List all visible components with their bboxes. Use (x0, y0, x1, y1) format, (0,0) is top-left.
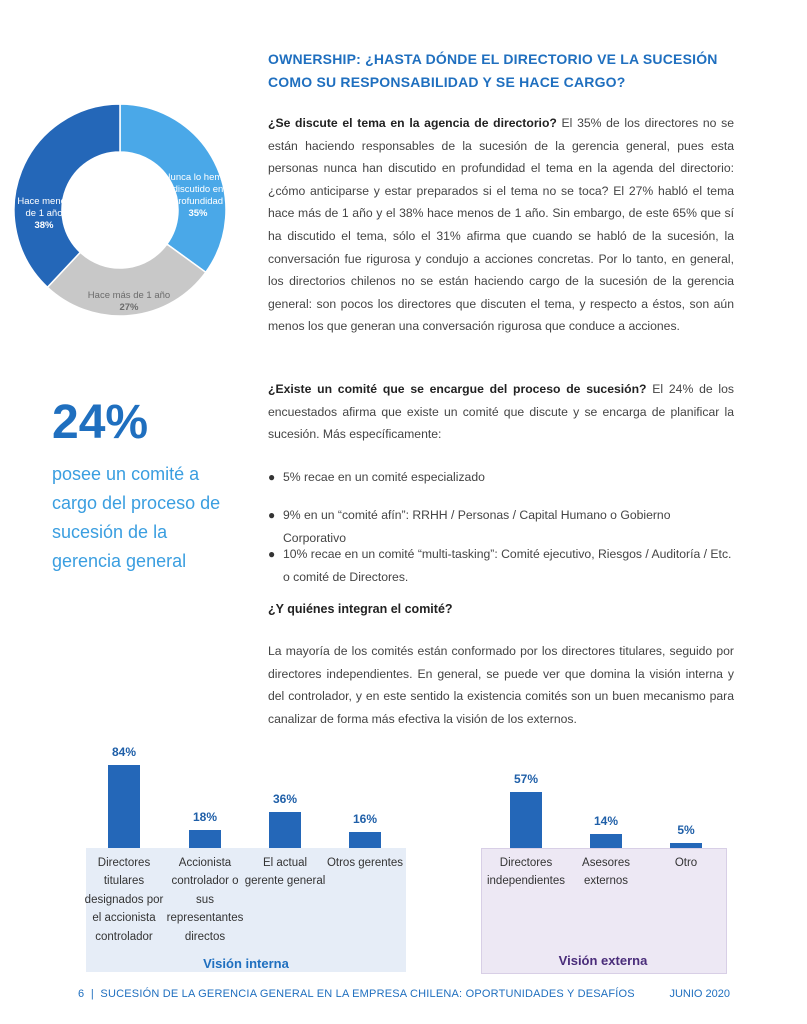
bullet-item (268, 466, 734, 489)
bar (510, 792, 542, 848)
bullet-text: 5% recae en un comité especializado (283, 470, 485, 484)
section-heading: OWNERSHIP: ¿HASTA DÓNDE EL DIRECTORIO VE LA SUCESIÓN COMO SU RESPONSABILIDAD Y SE HACE CARGO? (268, 51, 718, 90)
bullet-text: 10% recae en un comité “multi-tasking”: Comité ejecutivo, Riesgos / Auditoría / Etc. o comité de Directores. (283, 547, 732, 584)
paragraph-integrantes: La mayoría de los comités están conformado por los directores titulares, seguido por directores independientes. En general, se puede ver que domina la visión interna y del controlador, y en este sentido la existencia comités son un buen mecanismo para canalizar de forma más efectiva la visión de los externos. (268, 644, 734, 726)
donut-label-value: 38% (34, 220, 54, 231)
group-title-interna: Visión interna (203, 956, 289, 971)
stat-description: posee un comité a cargo del proceso de sucesión de la gerencia general (52, 464, 221, 571)
bar-category-label: Directores independientes (486, 857, 565, 888)
paragraph-comite (268, 378, 734, 446)
bar-category-label: Directores titulares designados por el accionista controlador (84, 857, 164, 943)
bar (108, 765, 140, 848)
bar (590, 834, 622, 848)
bar-category-label: Asesores externos (582, 857, 630, 888)
bar (269, 812, 301, 848)
bar-value-label: 14% (593, 814, 619, 829)
donut-label-mas (74, 290, 184, 314)
bar-category-label: Accionista controlador o sus representantes directos (166, 857, 244, 943)
bullet-item (268, 543, 734, 588)
donut-label-menos (16, 196, 72, 232)
donut-label-text: Hace menos de 1 año (17, 196, 71, 219)
paragraph-comite-text: El 24% de los encuestados afirma que existe un comité que discute y se encarga de planificar la sucesión. Más específicamente: (268, 382, 734, 442)
footer-title: SUCESIÓN DE LA GERENCIA GENERAL EN LA EMPRESA CHILENA: OPORTUNIDADES Y DESAFÍOS (100, 988, 635, 1000)
bullet-dot-icon: ● (268, 470, 276, 484)
bullet-dot-icon: ● (268, 547, 276, 561)
footer (78, 988, 635, 1000)
paragraph-agenda-text: El 35% de los directores no se están haciendo responsables de la sucesión de la gerencia general, pues esta personas nunca han discutido en profundidad el tema en la agenda del directorio: ¿cómo anticiparse y estar preparados si el tema no se toca? El 27% habló el tema hace más de 1 año y el 38% hace menos de 1 año. Sin embargo, de este 65% que sí ha discutido el tema, sólo el 31% afirma que cuando se habló de la sucesión, la conversación fue rigurosa y condujo a acciones concretas. Por lo tanto, en general, los directorios chilenos no se están haciendo cargo de la sucesión de la gerencia general: son pocos los directores que discuten el tema, y respecto a éstos, son aún menos los que generan una conversación rigurosa que conduce a acciones. (268, 116, 735, 334)
bullet-dot-icon: ● (268, 508, 276, 522)
donut-label-text: Hace más de 1 año (87, 290, 171, 301)
bar-category-label: El actual gerente general (244, 857, 326, 888)
bar-category-label: Otro (674, 857, 698, 869)
bar (189, 830, 221, 848)
donut-label-nunca (162, 172, 234, 220)
bar-category-label: Otros gerentes (326, 857, 404, 869)
footer-date: JUNIO 2020 (669, 988, 730, 1000)
donut-label-value: 35% (188, 208, 208, 219)
paragraph-agenda-lead: ¿Se discute el tema en la agencia de directorio? (268, 116, 557, 130)
stat-value: 24% (52, 396, 149, 449)
subheading-integrantes: ¿Y quiénes integran el comité? (268, 602, 453, 616)
bar-value-label: 84% (111, 745, 137, 759)
bullet-text: 9% en un “comité afín”: RRHH / Personas / Capital Humano o Gobierno Corporativo (283, 508, 671, 545)
bar-value-label: 36% (272, 792, 298, 807)
bar (349, 832, 381, 848)
group-title-externa: Visión externa (558, 953, 648, 968)
donut-label-text: Nunca lo hemos discutido en profundidad (163, 172, 233, 207)
footer-separator: | (90, 988, 94, 1000)
bar-value-label: 57% (513, 771, 539, 786)
bar (670, 843, 702, 848)
bar-value-label: 18% (192, 810, 218, 825)
paragraph-comite-lead: ¿Existe un comité que se encargue del proceso de sucesión? (268, 382, 647, 396)
bar-value-label: 5% (677, 823, 695, 838)
bar-value-label: 16% (352, 812, 378, 827)
footer-page-number: 6 (78, 988, 85, 1000)
donut-label-value: 27% (119, 302, 139, 313)
paragraph-agenda (268, 112, 734, 338)
